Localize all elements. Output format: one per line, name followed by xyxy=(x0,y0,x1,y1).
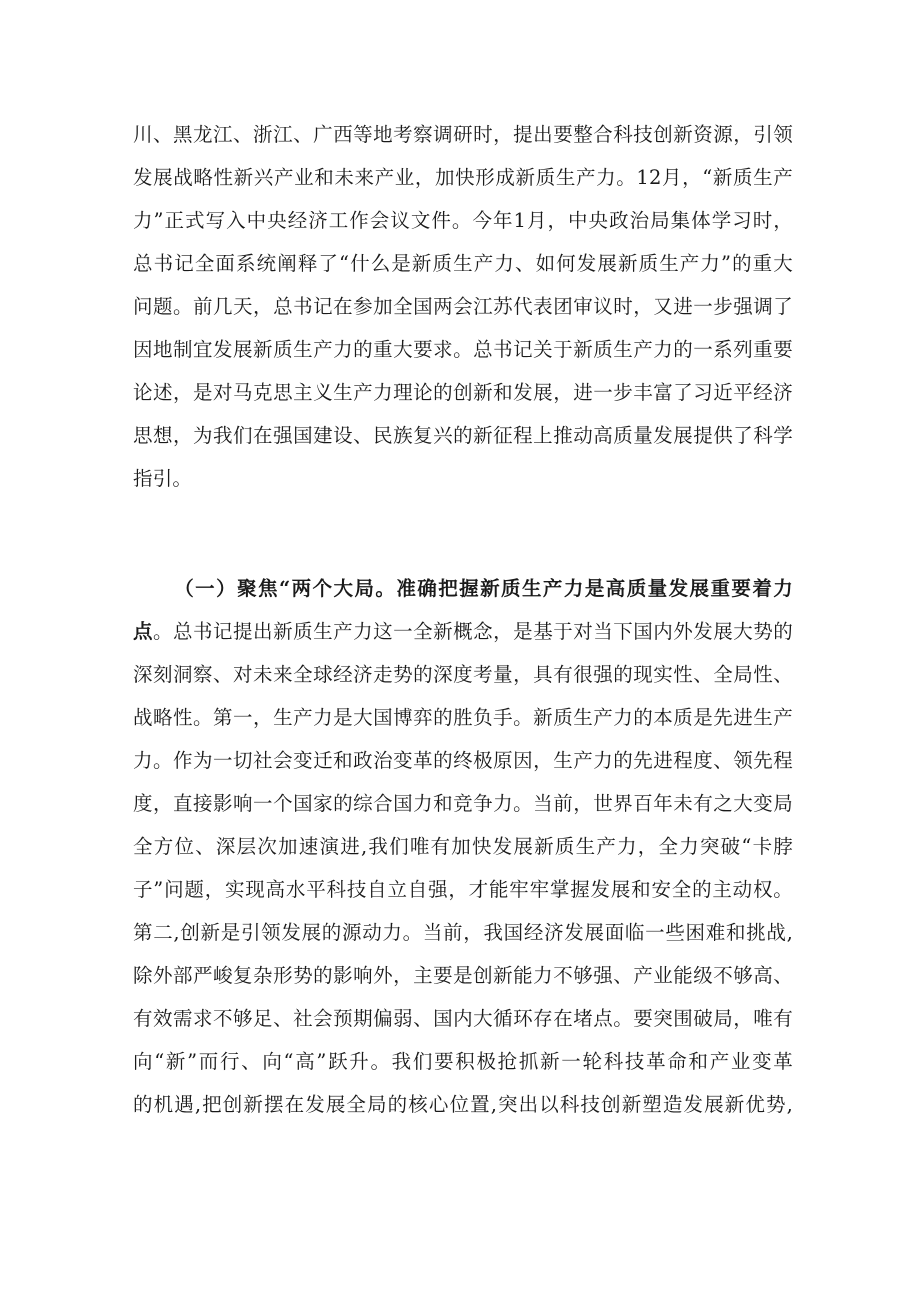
paragraph-line: 问题。前几天，总书记在参加全国两会江苏代表团审议时，又进一步强调了 xyxy=(133,295,793,318)
paragraph-line: 发展战略性新兴产业和未来产业，加快形成新质生产力。12月，“新质生产 xyxy=(133,166,793,189)
paragraph-line: 思想，为我们在强国建设、民族复兴的新征程上推动高质量发展提供了科学 xyxy=(133,424,793,447)
paragraph-line xyxy=(133,610,793,653)
section-paragraph xyxy=(133,567,793,1126)
paragraph-line: 子”问题，实现高水平科技自立自强，才能牢牢掌握发展和安全的主动权。 xyxy=(133,878,793,901)
paragraph-line: 指引。 xyxy=(133,467,193,490)
paragraph-line: 第二,创新是引领发展的源动力。当前，我国经济发展面临一些困难和挑战, xyxy=(133,921,793,944)
paragraph-line: 总书记全面系统阐释了“什么是新质生产力、如何发展新质生产力”的重大 xyxy=(133,252,793,275)
paragraph-line: 全方位、深层次加速演进,我们唯有加快发展新质生产力，全力突破“卡脖 xyxy=(133,835,793,858)
paragraph-line: 的机遇,把创新摆在发展全局的核心位置,突出以科技创新塑造发展新优势, xyxy=(133,1093,793,1116)
paragraph-text: 。总书记提出新质生产力这一全新概念，是基于对当下国内外发展大势的 xyxy=(153,620,793,643)
paragraph-line: 战略性。第一，生产力是大国博弈的胜负手。新质生产力的本质是先进生产 xyxy=(133,706,793,729)
paragraph-line: 因地制宜发展新质生产力的重大要求。总书记关于新质生产力的一系列重要 xyxy=(133,338,793,361)
paragraph-line: 力。作为一切社会变迁和政治变革的终极原因，生产力的先进程度、领先程 xyxy=(133,749,793,772)
paragraph-line: 度，直接影响一个国家的综合国力和竞争力。当前，世界百年未有之大变局 xyxy=(133,792,793,815)
section-heading: （一）聚焦“两个大局。准确把握新质生产力是高质量发展重要着力 xyxy=(173,577,793,600)
section-heading-line xyxy=(133,567,793,610)
paragraph-line: 有效需求不够足、社会预期偏弱、国内大循环存在堵点。要突围破局，唯有 xyxy=(133,1007,793,1030)
paragraph-line: 向“新”而行、向“高”跃升。我们要积极抢抓新一轮科技革命和产业变革 xyxy=(133,1050,793,1073)
paragraph-line: 深刻洞察、对未来全球经济走势的深度考量，具有很强的现实性、全局性、 xyxy=(133,663,793,686)
paragraph-line: 除外部严峻复杂形势的影响外，主要是创新能力不够强、产业能级不够高、 xyxy=(133,964,793,987)
paragraph-line: 力”正式写入中央经济工作会议文件。今年1月，中央政治局集体学习时， xyxy=(133,209,793,232)
paragraph-continuation xyxy=(133,113,793,500)
section-heading-end: 点 xyxy=(133,620,154,643)
paragraph-line: 论述，是对马克思主义生产力理论的创新和发展，进一步丰富了习近平经济 xyxy=(133,381,793,404)
paragraph-line: 川、黑龙江、浙江、广西等地考察调研时，提出要整合科技创新资源，引领 xyxy=(133,123,793,146)
